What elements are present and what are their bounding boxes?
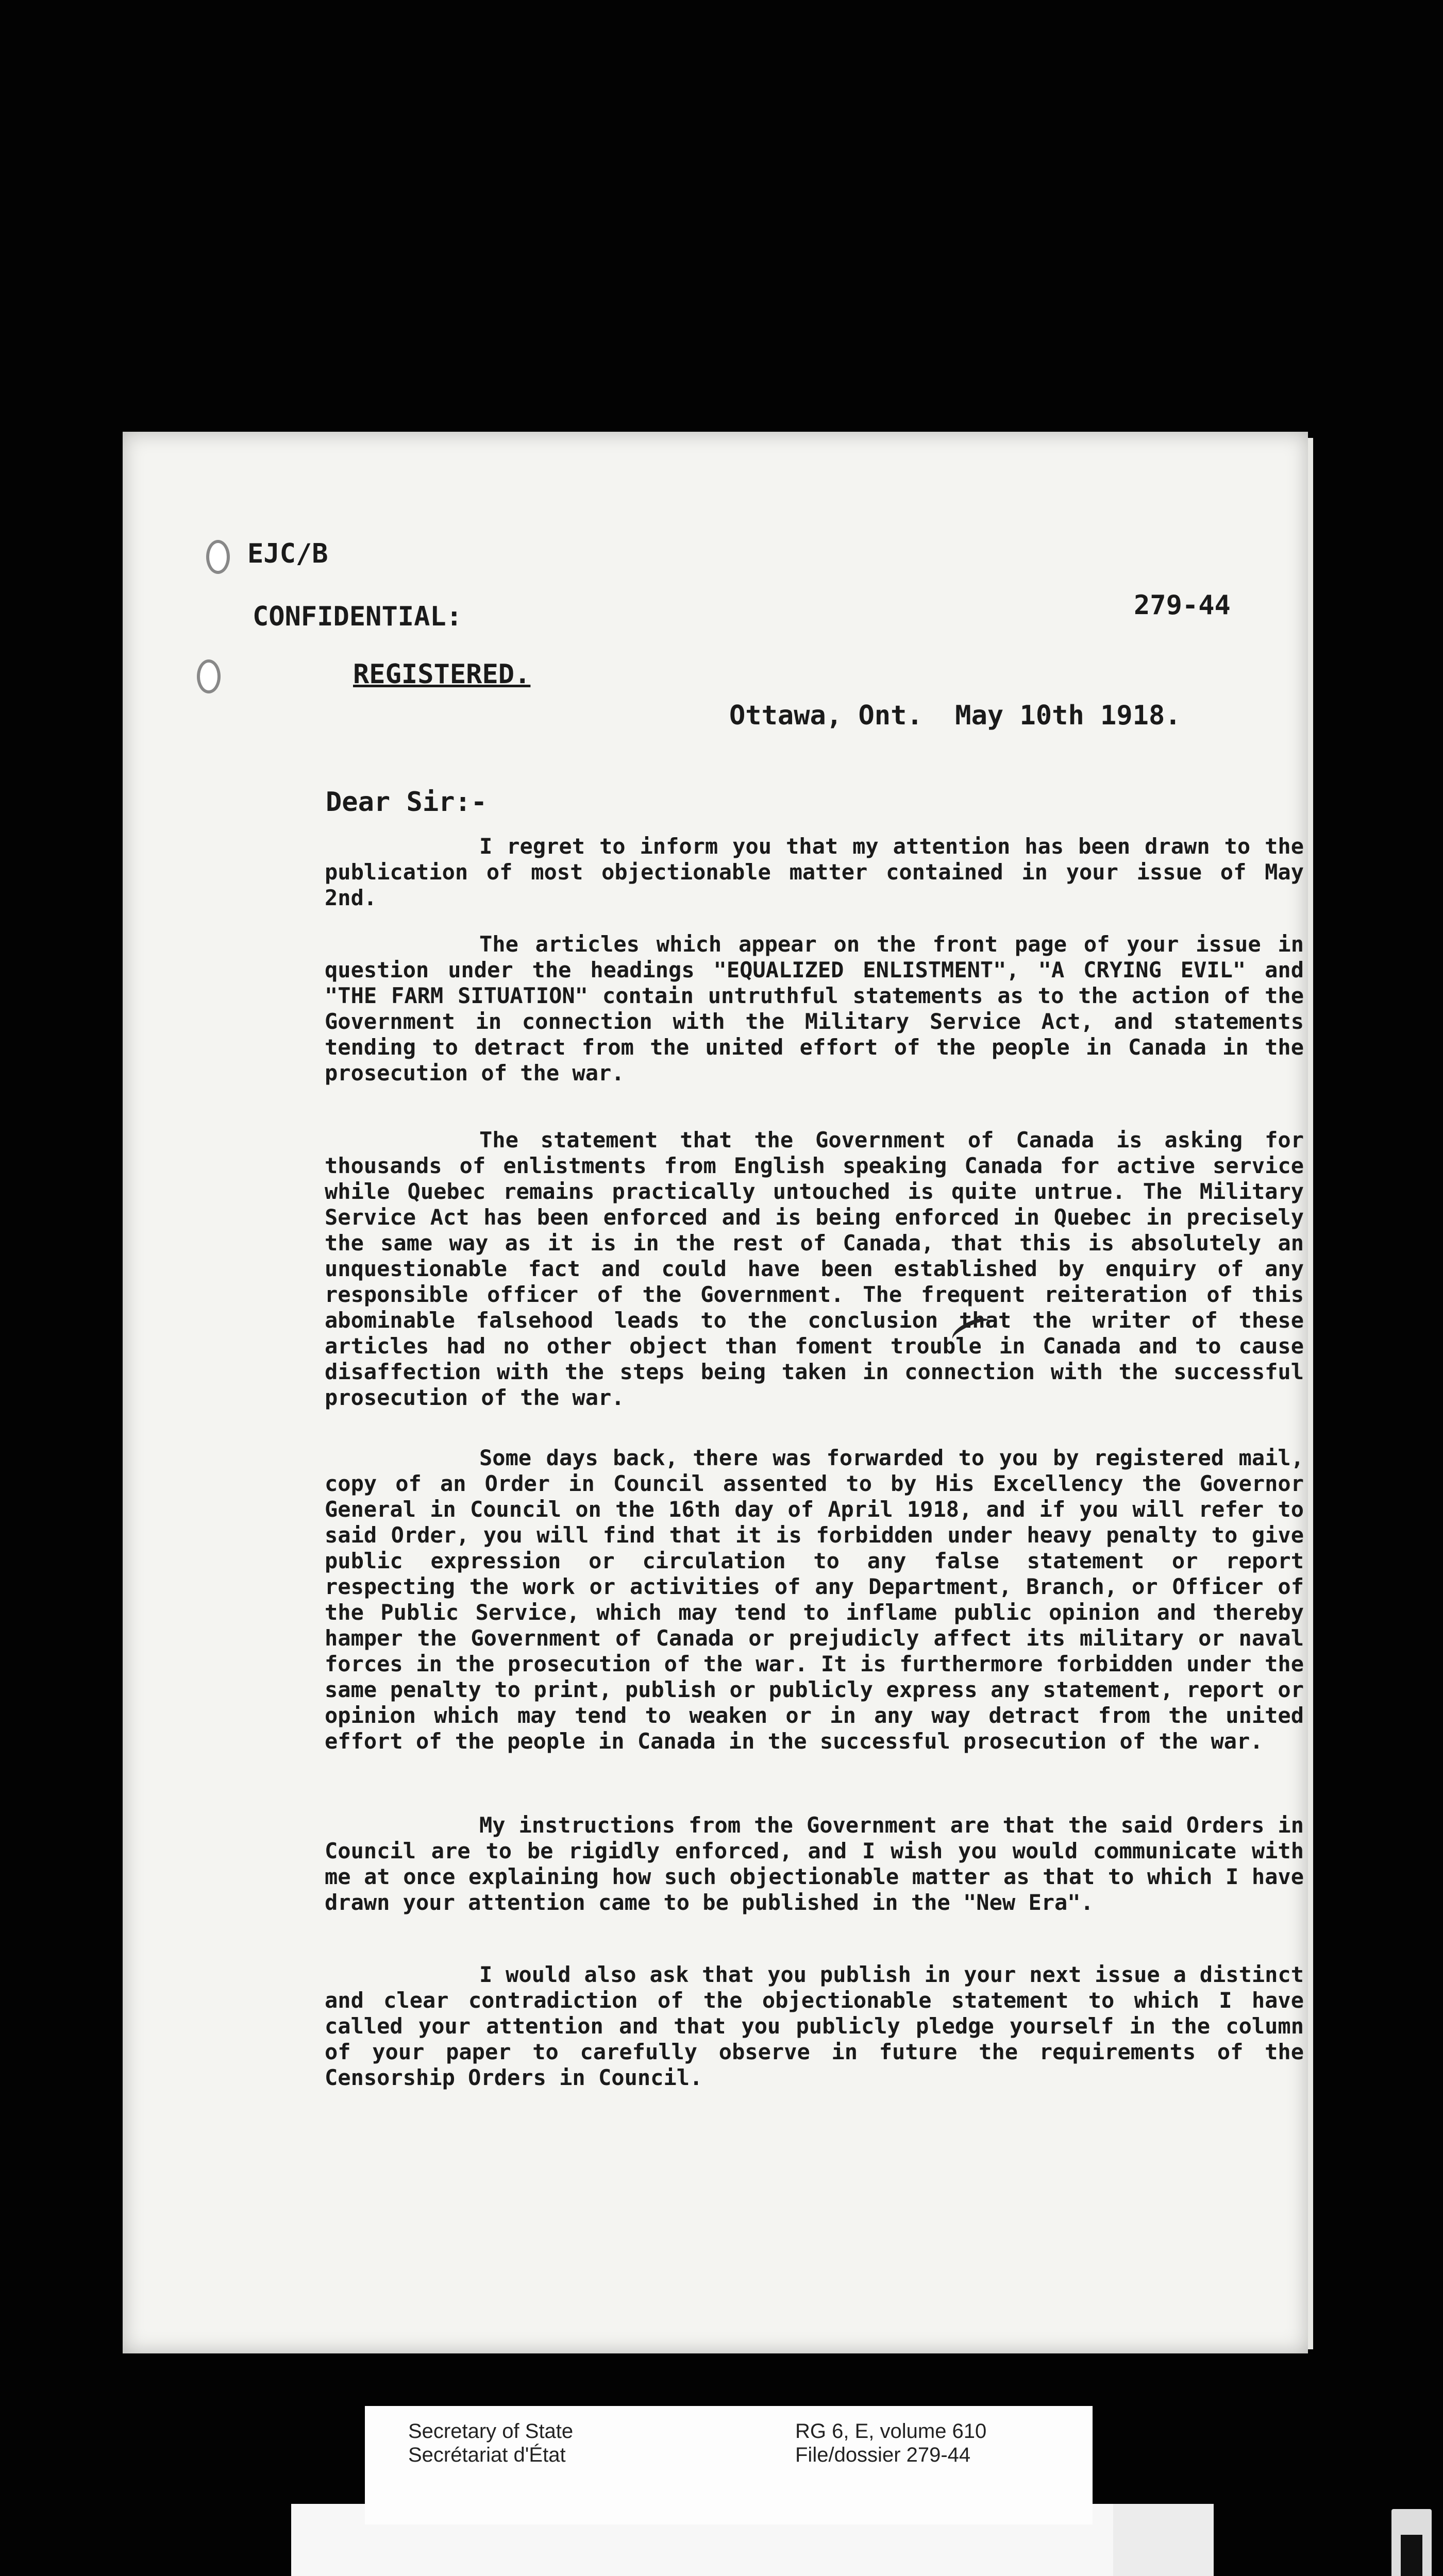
file-reference: File/dossier 279-44: [795, 2444, 971, 2466]
letter-paragraph: I regret to inform you that my attention has been drawn to the publication of most objectionable matter contained in your issue of May 2nd.: [325, 834, 1304, 910]
film-marker: [1391, 2509, 1432, 2576]
archive-card-tab: [1113, 2504, 1214, 2576]
place-date: Ottawa, Ont. May 10th 1918.: [729, 700, 1181, 731]
volume-reference: RG 6, E, volume 610: [795, 2420, 987, 2443]
classification: CONFIDENTIAL:: [253, 601, 462, 632]
reference-initials: EJC/B: [247, 538, 328, 569]
letter-paragraph: I would also ask that you publish in your next issue a distinct and clear contradiction of the objectionable statement to which I have called your attention and that you publicly pledge yourself in the column of your paper to carefully observe in future the requirements of the Censorship Orders in Council.: [325, 1962, 1304, 2090]
letter-paragraph: Some days back, there was forwarded to you by registered mail, copy of an Order in Council assented to by His Excellency the Governor General in Council on the 16th day of April 1918, and if you will refer to said Order, you will find that it is forbidden under heavy penalty to give public expression or circulation to any false statement or report respecting the work or activities of any Department, Branch, or Officer of the Public Service, which may tend to inflame public opinion and thereby hamper the Government of Canada or prejudicly affect its military or naval forces in the prosecution of the war. It is furthermore forbidden under the same penalty to print, publish or publicly express any statement, report or opinion which may tend to weaken or in any way detract from the united effort of the people in Canada in the successful prosecution of the war.: [325, 1445, 1304, 1754]
department-fr: Secrétariat d'État: [408, 2444, 566, 2466]
punch-hole: [197, 659, 221, 693]
letter-paragraph: The articles which appear on the front page of your issue in question under the headings "EQUALIZED ENLISTMENT", "A CRYING EVIL" and "THE FARM SITUATION" contain untruthful statements as to the action of the Government in connection with the Military Service Act, and statements tending to detract from the united effort of the people in Canada in the prosecution of the war.: [325, 931, 1304, 1086]
letter-paragraph: The statement that the Government of Canada is asking for thousands of enlistments from English speaking Canada for active service while Quebec remains practically untouched is quite untrue. The Military Service Act has been enforced and is being enforced in Quebec in precisely the same way as it is in the rest of Canada, that this is absolutely an unquestionable fact and could have been established by enquiry of any responsible officer of the Government. The frequent reiteration of this abominable falsehood leads to the conclusion that the writer of these articles had no other object than foment trouble in Canada and to cause disaffection with the steps being taken in connection with the successful prosecution of the war.: [325, 1127, 1304, 1410]
delivery-notice: REGISTERED.: [353, 659, 531, 690]
department-en: Secretary of State: [408, 2420, 574, 2443]
film-marker-notch: [1401, 2535, 1422, 2576]
letter-paragraph: My instructions from the Government are that the said Orders in Council are to be rigidly enforced, and I wish you would communicate with me at once explaining how such objectionable matter as that to which I have drawn your attention came to be published in the "New Era".: [325, 1812, 1304, 1915]
file-number: 279-44: [1134, 590, 1231, 621]
salutation: Dear Sir:-: [326, 787, 488, 818]
punch-hole: [206, 540, 230, 574]
